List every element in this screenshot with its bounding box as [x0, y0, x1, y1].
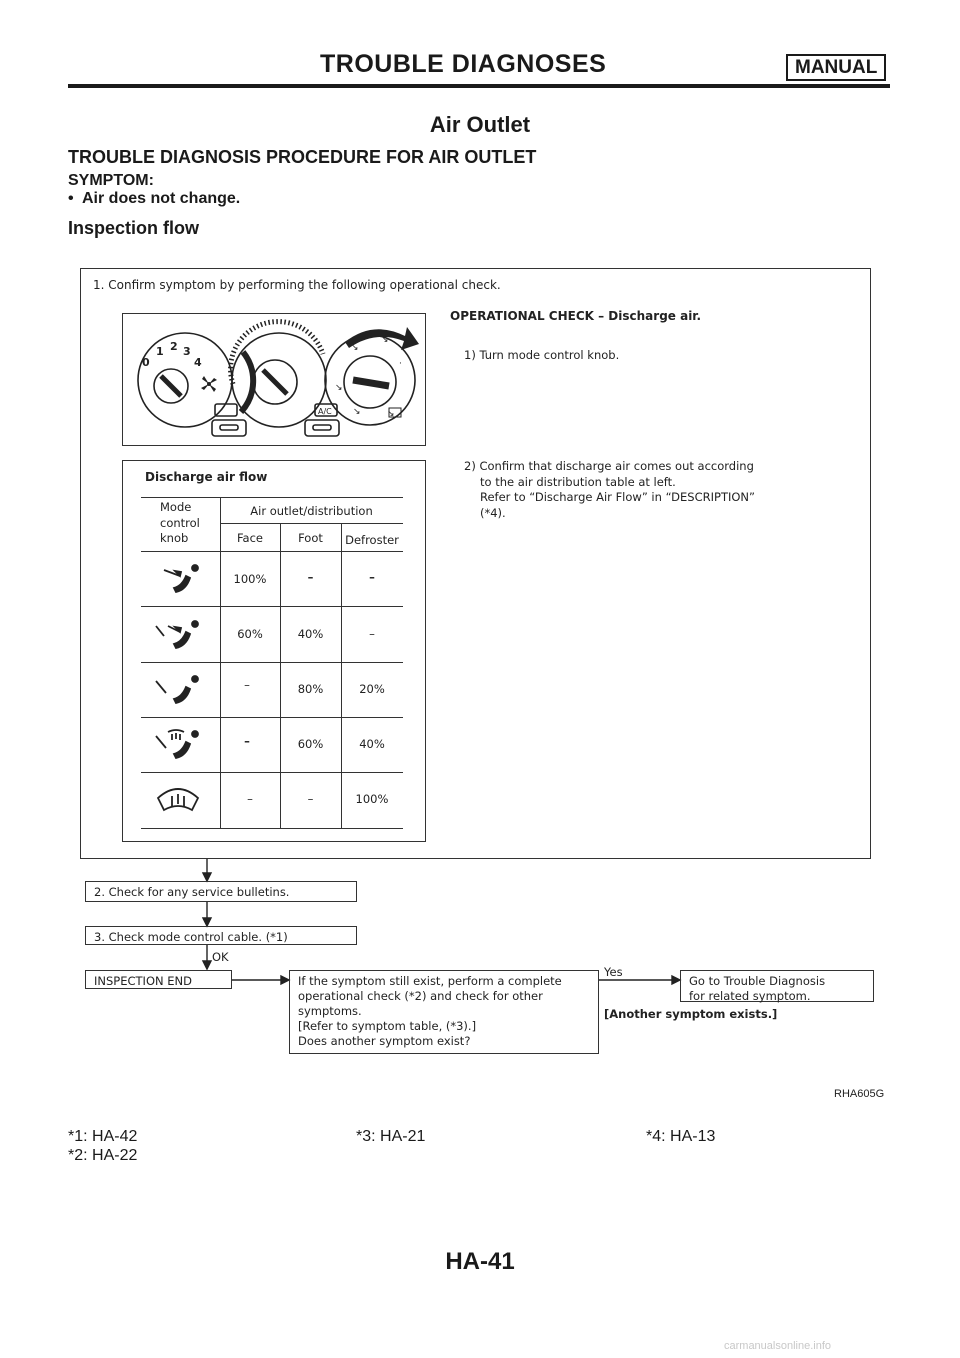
row5-face: –	[247, 792, 253, 806]
bullet: •	[68, 190, 74, 207]
ref-2: *2: HA-22	[68, 1147, 138, 1164]
fan-label-4: 4	[194, 356, 202, 369]
row2-foot: 40%	[297, 627, 324, 641]
group-header: Air outlet/distribution	[250, 504, 373, 518]
row1-foot: –	[307, 570, 314, 584]
section-title: Air Outlet	[429, 112, 531, 137]
symptom-check-line: symptoms.	[298, 1004, 362, 1018]
row4-foot: 60%	[297, 737, 324, 751]
inspection-flow-title: Inspection flow	[68, 218, 200, 238]
symptom-check-line: If the symptom still exist, perform a complete	[298, 974, 562, 988]
row4-face: –	[244, 734, 250, 748]
svg-text:↘: ↘	[351, 343, 359, 353]
op-check-1: 1) Turn mode control knob.	[464, 348, 620, 362]
another-symptom-label: [Another symptom exists.]	[604, 1007, 778, 1021]
op-check-2-line: Refer to “Discharge Air Flow” in “DESCRIPTION”	[480, 490, 755, 504]
row3-defroster: 20%	[359, 682, 385, 696]
go-to-line: for related symptom.	[689, 989, 811, 1003]
svg-text:·: ·	[399, 359, 402, 369]
symptom-text: Air does not change.	[82, 190, 241, 207]
step2-box: 2. Check for any service bulletins.	[85, 881, 357, 902]
row3-foot: 80%	[297, 682, 324, 696]
row5-foot: –	[307, 792, 314, 806]
ref-4: *4: HA-13	[646, 1128, 716, 1145]
yes-label: Yes	[604, 965, 623, 979]
op-check-2-line: 2) Confirm that discharge air comes out according	[464, 459, 754, 473]
fan-label-0: 0	[142, 356, 150, 369]
ac-label: A/C	[318, 407, 332, 416]
fan-label-3: 3	[183, 345, 191, 358]
fan-label-2: 2	[170, 340, 178, 353]
procedure-title: TROUBLE DIAGNOSIS PROCEDURE FOR AIR OUTLET	[68, 147, 537, 167]
mode-header-line: Mode	[160, 500, 192, 514]
row5-defroster: 100%	[355, 792, 389, 806]
row2-face: 60%	[237, 627, 263, 641]
mode-header-line: knob	[160, 531, 189, 545]
step3-box: 3. Check mode control cable. (*1)	[85, 926, 357, 945]
svg-text:↘: ↘	[353, 407, 361, 417]
ref-1: *1: HA-42	[68, 1128, 138, 1145]
fan-label-1: 1	[156, 345, 164, 358]
row1-defroster: –	[369, 570, 375, 584]
row4-defroster: 40%	[359, 737, 385, 751]
symptom-check-line: operational check (*2) and check for other	[298, 989, 543, 1003]
symptom-check-line: [Refer to symptom table, (*3).]	[298, 1019, 477, 1033]
symptom-label: SYMPTOM:	[68, 172, 154, 189]
op-check-2-line: to the air distribution table at left.	[480, 474, 676, 489]
row1-face: 100%	[233, 572, 267, 586]
manual-badge: MANUAL	[786, 54, 886, 81]
symptom-check-box	[289, 970, 599, 1054]
symptom-check-line: Does another symptom exist?	[298, 1034, 471, 1048]
header-title: TROUBLE DIAGNOSES	[320, 50, 607, 78]
row2-defroster: –	[369, 627, 375, 641]
table-title: Discharge air flow	[145, 470, 268, 484]
row3-face: –	[244, 678, 250, 692]
op-check-2-line: (*4).	[480, 505, 506, 520]
figure-id: RHA605G	[834, 1088, 885, 1100]
page-number: HA-41	[445, 1248, 515, 1275]
inspection-end-box: INSPECTION END	[85, 970, 232, 989]
svg-text:↘: ↘	[335, 383, 343, 393]
col-defroster: Defroster	[345, 533, 399, 547]
ok-label: OK	[212, 950, 229, 964]
mode-header-line: control	[160, 515, 200, 530]
go-to-box	[680, 970, 874, 1002]
step1-text: 1. Confirm symptom by performing the following operational check.	[93, 278, 501, 292]
col-face: Face	[236, 531, 263, 545]
go-to-line: Go to Trouble Diagnosis	[689, 974, 826, 988]
col-foot: Foot	[298, 531, 323, 545]
svg-text:↘: ↘	[381, 335, 389, 345]
op-check-title: OPERATIONAL CHECK – Discharge air.	[450, 309, 702, 323]
watermark: carmanualsonline.info	[724, 1340, 832, 1352]
svg-text:↘: ↘	[387, 409, 395, 419]
ref-3: *3: HA-21	[356, 1128, 426, 1145]
